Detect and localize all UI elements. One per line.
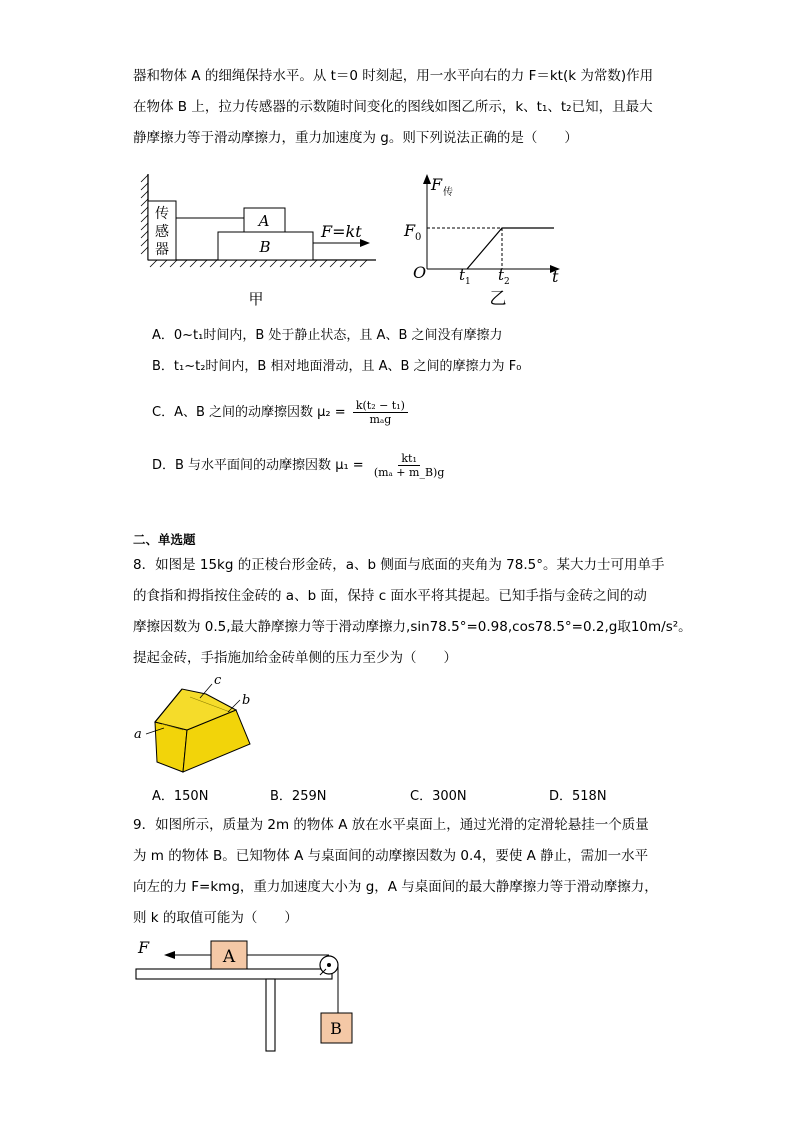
q7-option-b: B．t₁~t₂时间内，B 相对地面滑动，且 A、B 之间的摩擦力为 F₀ [152,359,522,374]
pulley-figure [130,935,370,1060]
numerator: kt₁ [398,452,420,466]
q7-option-c-text: C．A、B 之间的动摩擦因数 μ₂ = [152,405,346,420]
figure-caption: 甲 [248,290,264,308]
q8-stem-line: 8．如图是 15kg 的正棱台形金砖，a、b 侧面与底面的夹角为 78.5°。某大力士可用单手 [133,557,665,573]
section-title: 二、单选题 [133,532,196,547]
force-arrow-head [164,951,175,959]
table-leg [266,979,275,1051]
q9-stem-line: 为 m 的物体 B。已知物体 A 与桌面间的动摩擦因数为 0.4，要使 A 静止，需加一水平 [133,848,649,864]
t1-label: t [459,266,466,284]
table-top [136,969,332,979]
sensor-text: 传 [155,206,169,222]
fraction [353,399,408,426]
block-a-label: A [258,212,270,230]
q7-stem-line: 静摩擦力等于滑动摩擦力，重力加速度为 g。则下列说法正确的是（ ） [133,130,578,146]
q8-stem-line: 提起金砖，手指施加给金砖单侧的压力至少为（ ） [133,650,457,666]
figure-yi [400,170,580,310]
fraction [371,452,448,479]
y-axis-subscript: 传 [443,187,453,198]
q8-choice-b: B．259N [270,789,327,804]
q9-stem-line: 则 k 的取值可能为（ ） [133,910,298,926]
t2-label: t [498,266,505,284]
q7-stem-line: 器和物体 A 的细绳保持水平。从 t＝0 时刻起，用一水平向右的力 F＝kt(k 为常数)作用 [133,68,654,84]
q8-choice-c: C．300N [410,789,467,804]
f0-subscript: 0 [415,232,422,243]
force-label: F [138,938,150,957]
q7-option-d-text: D．B 与水平面间的动摩擦因数 μ₁ = [152,458,364,473]
x-axis-label: t [552,267,559,286]
block-b-label: B [330,1019,342,1038]
sensor-text: 感 [155,224,169,240]
origin-label: O [413,263,427,282]
sensor-curve [467,228,554,269]
q8-choice-d: D．518N [549,789,607,804]
q7-option-c [152,399,408,426]
denominator: mₐg [369,413,392,426]
t1-subscript: 1 [465,277,471,287]
figure-caption: 乙 [489,289,507,309]
q8-stem-line: 的食指和拇指按住金砖的 a、b 面，保持 c 面水平将其提起。已知手指与金砖之间的动 [133,588,647,604]
q7-stem-line: 在物体 B 上，拉力传感器的示数随时间变化的图线如图乙所示，k、t₁、t₂已知，且最大 [133,99,653,115]
denominator: (mₐ + m_B)g [373,466,445,479]
numerator: k(t₂ − t₁) [353,399,408,413]
sensor-text: 器 [155,242,169,258]
t2-subscript: 2 [504,277,510,287]
q8-choice-a: A．150N [152,789,209,804]
gold-brick-figure [130,672,270,777]
q9-stem-line: 向左的力 F=kmg，重力加速度大小为 g，A 与桌面间的最大静摩擦力等于滑动摩擦力， [133,879,658,895]
q7-option-d [152,452,447,479]
figure-jia [140,168,385,313]
y-axis-label: F [431,175,443,194]
f0-label: F [404,221,416,240]
block-a-label: A [222,947,236,967]
label-b: b [242,693,251,708]
label-c: c [214,673,222,688]
label-a: a [134,727,142,742]
q8-stem-line: 摩擦因数为 0.5,最大静摩擦力等于滑动摩擦力,sin78.5°=0.98,cos78.5°=0.2,g取10m/s²。 [133,619,692,635]
force-label: F=kt [321,222,362,241]
q7-option-a: A．0~t₁时间内，B 处于静止状态，且 A、B 之间没有摩擦力 [152,328,503,343]
block-b-label: B [259,238,271,256]
q9-stem-line: 9．如图所示，质量为 2m 的物体 A 放在水平桌面上，通过光滑的定滑轮悬挂一个质量 [133,817,649,833]
